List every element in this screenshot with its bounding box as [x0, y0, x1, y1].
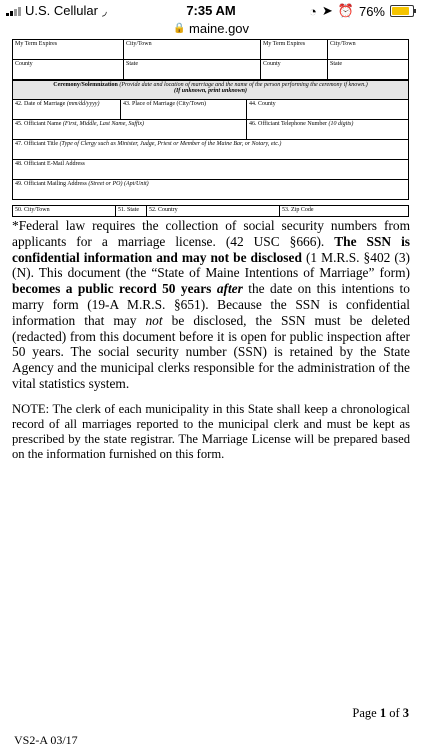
- page-current: 1: [379, 706, 387, 720]
- f49-hint: (Street or PO) (Apt/Unit): [88, 181, 149, 187]
- form-table-top: [12, 39, 409, 80]
- f45-label: 45. Officiant Name: [15, 121, 62, 127]
- ceremony-heading: [13, 81, 409, 100]
- officiant-country-field[interactable]: [147, 206, 280, 217]
- state-label: State: [126, 61, 138, 67]
- location-icon: ➤: [321, 3, 333, 18]
- f42-label: 42. Date of Marriage: [15, 101, 66, 107]
- f53-label: 53. Zip Code: [282, 207, 314, 213]
- carrier-label: U.S. Cellular: [25, 3, 98, 18]
- county-cell-2[interactable]: [261, 60, 328, 80]
- ceremony-table: [12, 80, 409, 200]
- page-number: [352, 706, 409, 721]
- term-expires-cell-2[interactable]: [261, 40, 328, 60]
- form-code: VS2-A 03/17: [14, 733, 78, 747]
- lock-icon: 🔒: [172, 23, 186, 35]
- county-label-2: County: [263, 61, 281, 67]
- status-bar: [0, 0, 422, 22]
- county-cell[interactable]: [13, 60, 124, 80]
- alarm-icon: ⏰: [337, 3, 354, 18]
- lock-rotation-icon: ◔: [309, 3, 317, 19]
- state-label-2: State: [330, 61, 342, 67]
- f51-label: 51. State: [118, 207, 139, 213]
- para-bold-1: The SSN is confidential information and may not be disclosed: [12, 233, 410, 265]
- clerk-note: NOTE: The clerk of each municipality in this State shall keep a chronological record of all marriages reported to the municipal clerk and must be kept as prescribed by the state registrar. The Marriage License will be prepared based on the information furnished on this form.: [12, 402, 410, 461]
- ceremony-sub: (If unknown, print unknown): [173, 88, 248, 94]
- battery-icon: [390, 5, 414, 17]
- term-expires-cell[interactable]: [13, 40, 124, 60]
- f44-label: 44. County: [249, 101, 276, 107]
- f42-hint: (mm/dd/yyyy): [66, 101, 100, 107]
- place-of-marriage-field[interactable]: [121, 100, 247, 120]
- officiant-name-field[interactable]: [13, 120, 247, 140]
- battery-percent: 76%: [358, 3, 385, 19]
- city-cell[interactable]: [124, 40, 261, 60]
- officiant-city-field[interactable]: [13, 206, 116, 217]
- clock: 7:35 AM: [186, 3, 236, 18]
- city-label: City/Town: [126, 41, 152, 47]
- date-of-marriage-field[interactable]: [13, 100, 121, 120]
- f48-label: 48. Officiant E-Mail Address: [15, 161, 85, 167]
- address-row-table: [12, 205, 409, 217]
- page-prefix: Page: [352, 706, 380, 720]
- url-text: maine.gov: [189, 21, 250, 37]
- city-label-2: City/Town: [330, 41, 356, 47]
- f46-hint: (10 digits): [328, 121, 354, 127]
- officiant-email-field[interactable]: [13, 160, 409, 180]
- address-bar[interactable]: [0, 20, 422, 38]
- officiant-title-field[interactable]: [13, 140, 409, 160]
- f43-label: 43. Place of Marriage (City/Town): [123, 101, 207, 107]
- term-expires-label: My Term Expires: [15, 41, 58, 47]
- officiant-zip-field[interactable]: [280, 206, 409, 217]
- f47-hint: (Type of Clergy such as Minister, Judge, Priest or Member of the Maine Bar, or Notary, etc.): [59, 141, 282, 147]
- para-bold-italic: after: [216, 281, 243, 297]
- officiant-state-field[interactable]: [116, 206, 147, 217]
- county-of-marriage-field[interactable]: [247, 100, 409, 120]
- f52-label: 52. Country: [149, 207, 178, 213]
- ssn-disclosure-paragraph: [12, 218, 410, 392]
- f49-label: 49. Officiant Mailing Address: [15, 181, 87, 187]
- para-part-6: be disclosed, the SSN must be deleted (redacted) from this document before it is open for public inspection after 50 years. The social security number (SSN) is retained by the State Agency and the municipal clerks responsible for the administration of the vital statistics system.: [12, 312, 410, 391]
- state-cell[interactable]: [124, 60, 261, 80]
- para-italic: not: [145, 312, 163, 328]
- f45-hint: (First, Middle, Last Name, Suffix): [62, 121, 145, 127]
- term-expires-label-2: My Term Expires: [263, 41, 306, 47]
- state-cell-2[interactable]: [328, 60, 409, 80]
- f46-label: 46. Officiant Telephone Number: [249, 121, 328, 127]
- status-right: [309, 3, 414, 19]
- officiant-phone-field[interactable]: [247, 120, 409, 140]
- para-part-5: the date on this intentions to marry form (19-A M.R.S. §651). Because the SSN is confidential information that may: [12, 281, 410, 328]
- city-cell-2[interactable]: [328, 40, 409, 60]
- f47-label: 47. Officiant Title: [15, 141, 59, 147]
- county-label: County: [15, 61, 33, 67]
- ceremony-title: Ceremony/Solemnization: [53, 82, 118, 88]
- page-of: of: [386, 706, 403, 720]
- ceremony-note: (Provide date and location of marriage and the name of the person performing the ceremony if known.): [119, 82, 368, 88]
- para-part-3: (1 M.R.S. §402 (3)(N). This document (the “State of Maine Intentions of Marriage” form): [12, 249, 410, 281]
- para-bold-2: becomes a public record 50 years: [12, 281, 212, 297]
- page-total: 3: [402, 706, 409, 720]
- wifi-icon: ◞: [101, 3, 107, 18]
- para-part-1: *Federal law requires the collection of social security numbers from applicants for a marriage license. (42 USC §666).: [12, 218, 410, 249]
- f50-label: 50. City/Town: [15, 207, 50, 213]
- officiant-address-field[interactable]: [13, 180, 409, 200]
